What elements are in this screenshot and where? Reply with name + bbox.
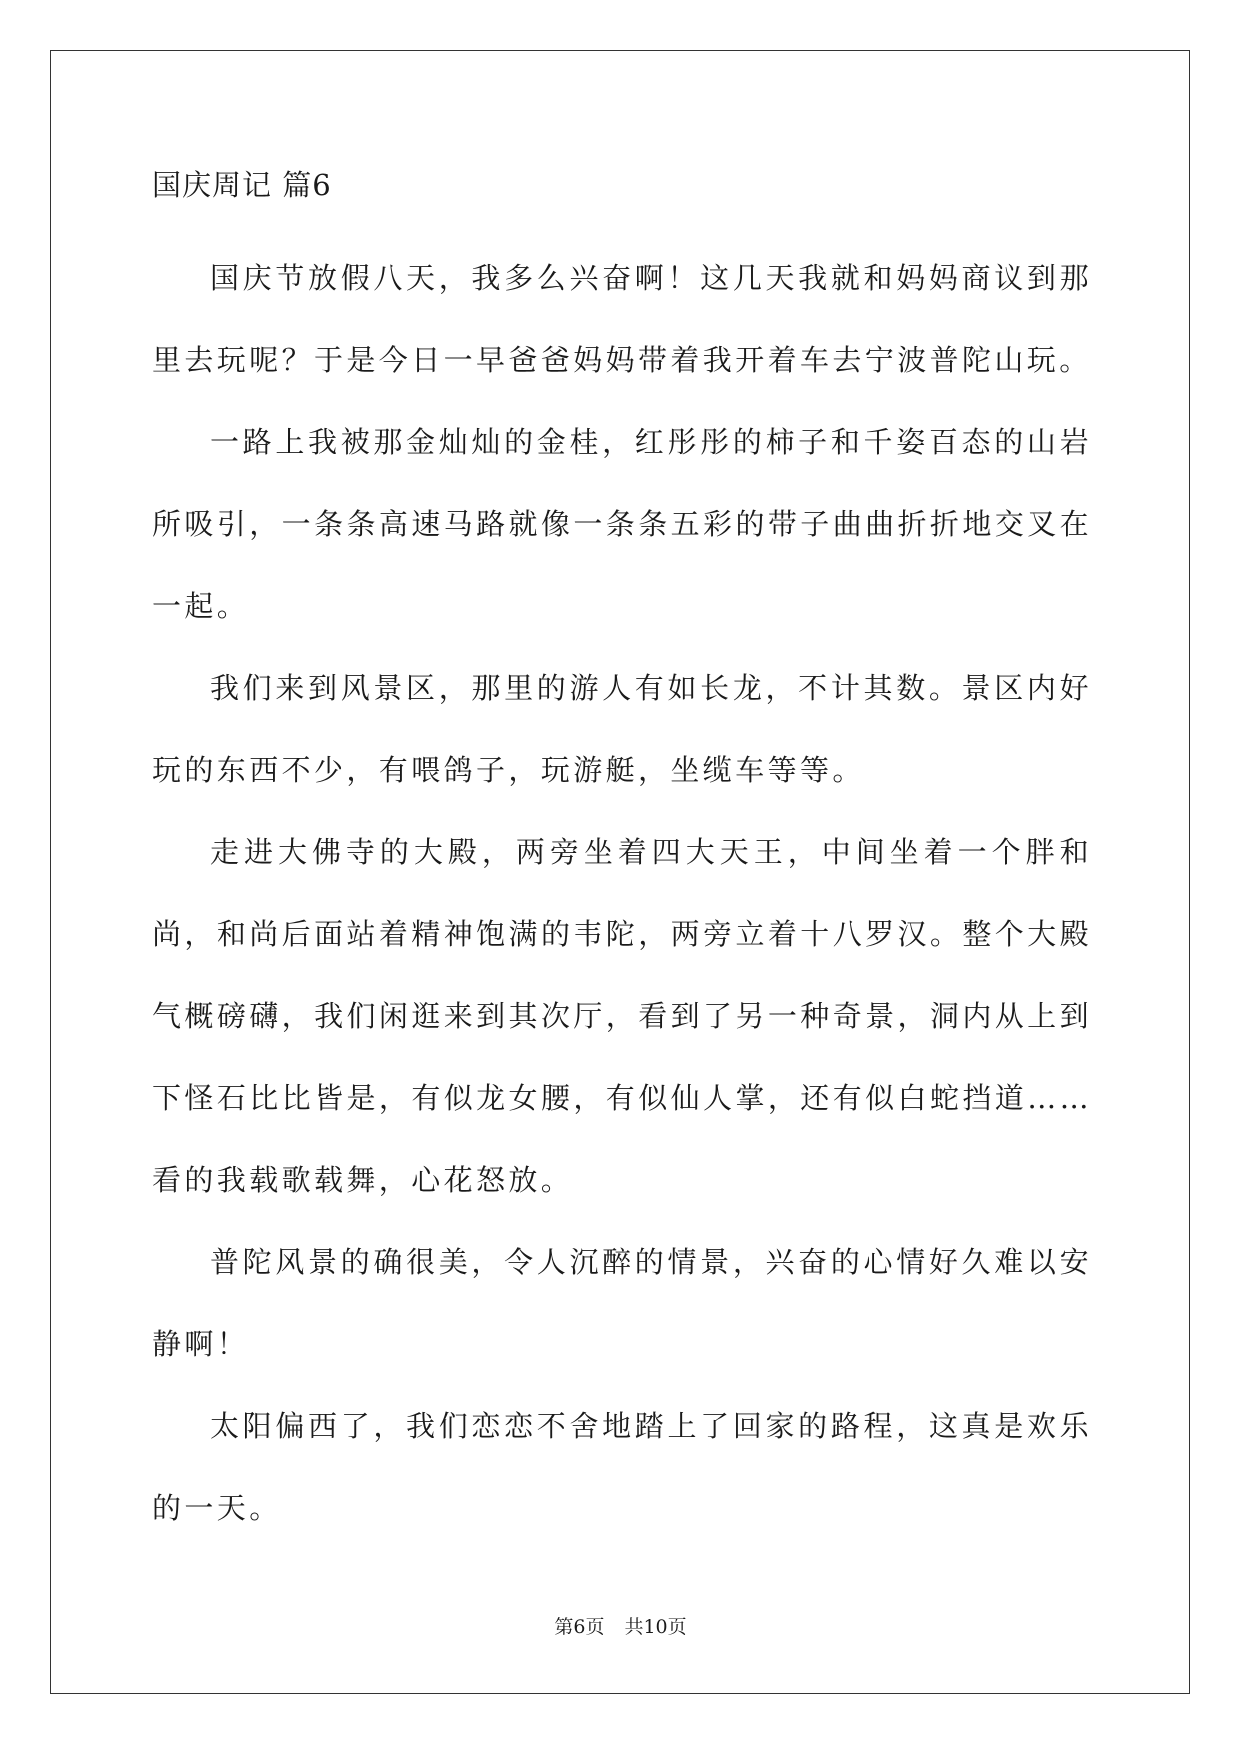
page-number: 第6页	[554, 1616, 605, 1638]
page-count: 共10页	[624, 1616, 687, 1638]
page-footer	[0, 1615, 1241, 1639]
paragraph: 普陀风景的确很美，令人沉醉的情景，兴奋的心情好久难以安静啊！	[152, 1245, 1092, 1361]
paragraph: 国庆节放假八天，我多么兴奋啊！这几天我就和妈妈商议到那里去玩呢？于是今日一早爸爸妈妈带着我开着车去宁波普陀山玩。	[152, 261, 1092, 377]
paragraph: 太阳偏西了，我们恋恋不舍地踏上了回家的路程，这真是欢乐的一天。	[152, 1409, 1092, 1525]
paragraph: 走进大佛寺的大殿，两旁坐着四大天王，中间坐着一个胖和尚，和尚后面站着精神饱满的韦陀，两旁立着十八罗汉。整个大殿气概磅礴，我们闲逛来到其次厅，看到了另一种奇景，洞内从上到下怪石比比皆是，有似龙女腰，有似仙人掌，还有似白蛇挡道……看的我载歌载舞，心花怒放。	[152, 835, 1092, 1197]
document-body	[152, 165, 1092, 1549]
paragraph: 我们来到风景区，那里的游人有如长龙，不计其数。景区内好玩的东西不少，有喂鸽子，玩游艇，坐缆车等等。	[152, 671, 1092, 787]
paragraph: 一路上我被那金灿灿的金桂，红彤彤的柿子和千姿百态的山岩所吸引，一条条高速马路就像一条条五彩的带子曲曲折折地交叉在一起。	[152, 425, 1092, 623]
document-title: 国庆周记 篇6	[152, 168, 332, 202]
